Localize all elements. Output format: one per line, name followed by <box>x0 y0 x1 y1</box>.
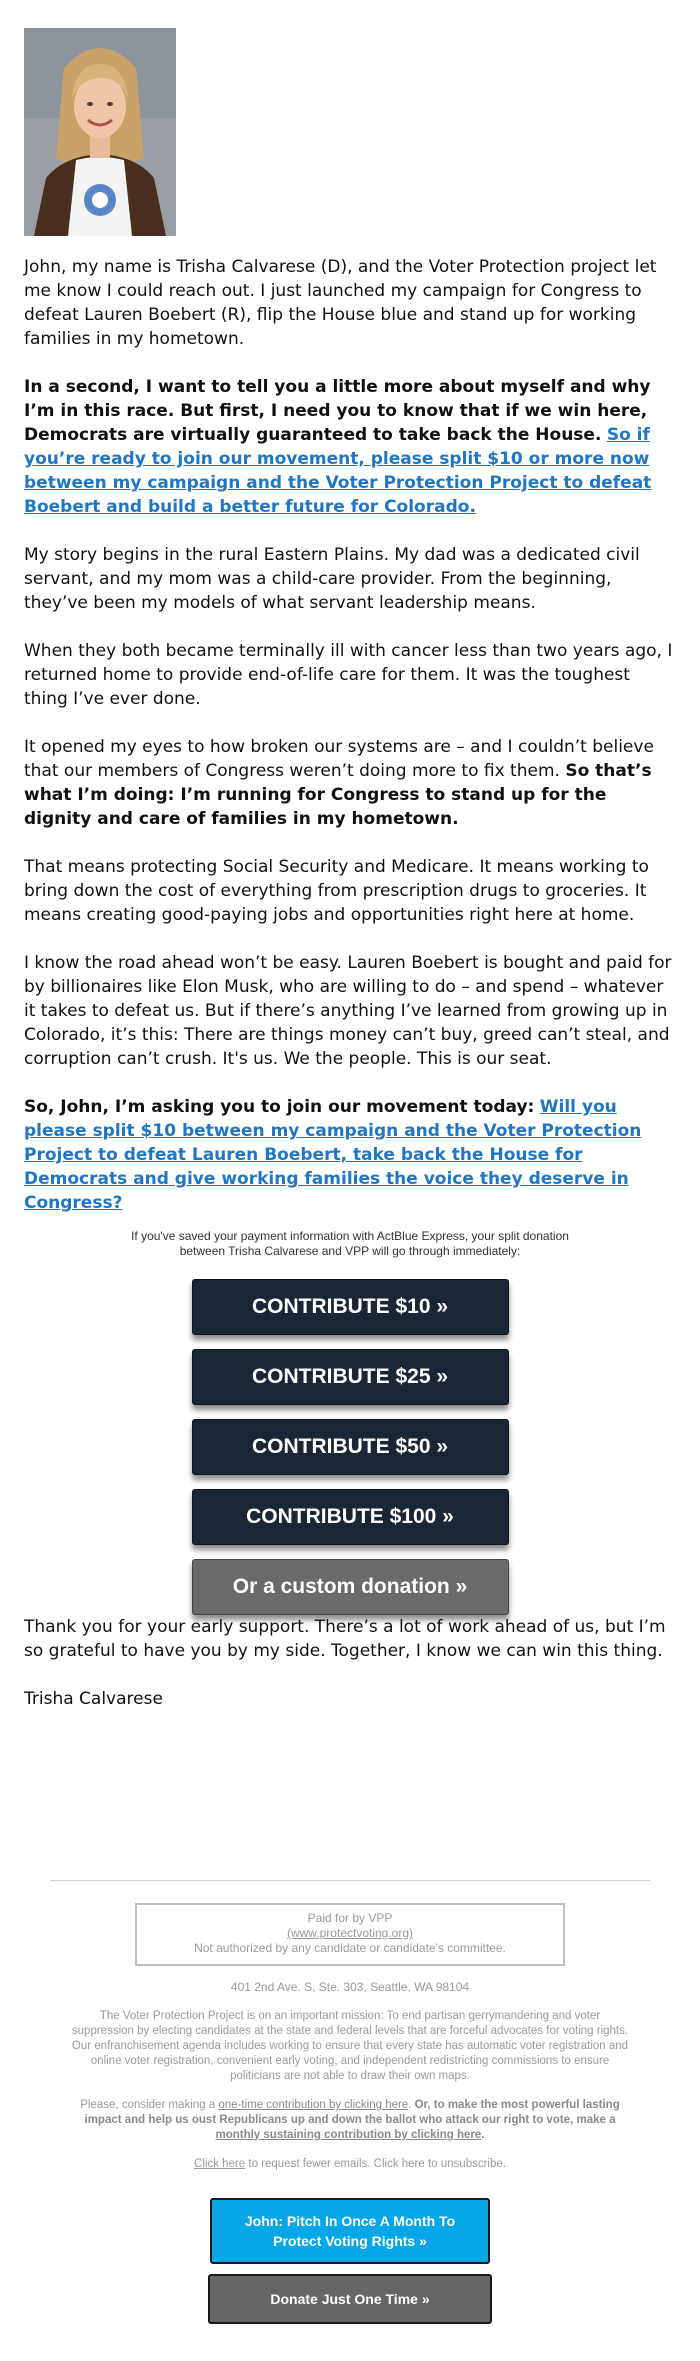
parents-paragraph: When they both became terminally ill with cancer less than two years ago, I returned home to provide end-of-life care for them. It was the toughest thing I’ve ever done. <box>24 641 673 709</box>
closing-paragraph: Thank you for your early support. There’s a lot of work ahead of us, but I’m so grateful to have you by my side. Together, I know we can win this thing. <box>24 1617 666 1661</box>
story-paragraph: My story begins in the rural Eastern Plains. My dad was a dedicated civil servant, and my mom was a child-care provider. From the beginning, they’ve been my models of what servant leadership means. <box>24 545 640 613</box>
footer-ask-prefix: Please, consider making a <box>80 2099 216 2111</box>
ask-bold: So, John, I’m asking you to join our movement today: <box>24 1097 535 1117</box>
candidate-photo <box>24 28 176 236</box>
paid-for-box <box>135 1903 565 1966</box>
contribute-25-button[interactable]: CONTRIBUTE $25 » <box>192 1349 509 1405</box>
actblue-express-note: If you've saved your payment information with ActBlue Express, your split donation between Trisha Calvarese and VPP will go through immediately: <box>131 1229 569 1258</box>
priorities-paragraph: That means protecting Social Security and Medicare. It means working to bring down the cost of everything from prescription drugs to groceries. It means creating good-paying jobs and opportunities right here at home. <box>24 857 649 925</box>
paid-by: Paid for by VPP <box>307 1911 393 1925</box>
footer-ask-bold: Or, to make the most powerful lasting impact and help us oust Republicans up and down the ballot who attack our right to vote, make a <box>84 2099 620 2126</box>
custom-donation-button[interactable]: Or a custom donation » <box>192 1559 509 1615</box>
email-body <box>24 255 676 1735</box>
mission-statement: The Voter Protection Project is on an important mission: To end partisan gerrymandering and voter suppression by electing candidates at the state and federal levels that are forceful advocates for voting rights. Our enfranchisement agenda includes working to ensure that every state has automatic voter registration and online voter registration, convenient early voting, and independent redistricting commissions to ensure politicians are not able to draw their own maps. <box>71 2010 629 2082</box>
not-authorized: Not authorized by any candidate or candidate's committee. <box>194 1941 506 1955</box>
one-time-contribution-link[interactable]: one-time contribution by clicking here <box>218 2099 409 2111</box>
unsubscribe-line <box>50 2157 650 2172</box>
fewer-emails-link[interactable]: Click here <box>194 2158 246 2170</box>
split-donation-link[interactable]: So if you’re ready to join our movement, please split $10 or more now between my campaign and the Voter Protection Project to defeat Boebert and build a better future for Colorado. <box>24 425 652 517</box>
contribute-100-button[interactable]: CONTRIBUTE $100 » <box>192 1489 509 1545</box>
opponent-paragraph: I know the road ahead won’t be easy. Lauren Boebert is bought and paid for by billionaires like Elon Musk, who are willing to do – and spend – whatever it takes to defeat us. But if there’s anything I’ve learned from growing up in Colorado, it’s this: There are things money can’t buy, greed can’t steal, and corruption can’t crush. It's us. We the people. This is our seat. <box>24 953 672 1069</box>
motivation-bold: So that’s what I’m doing: I’m running for Congress to stand up for the dignity and care of families in my hometown. <box>24 761 652 829</box>
stakes-bold: In a second, I want to tell you a little more about myself and why I’m in this race. But first, I need you to know that if we win here, Democrats are virtually guaranteed to take back the House. <box>24 377 651 445</box>
one-time-donation-button[interactable]: Donate Just One Time » <box>208 2274 492 2324</box>
signature: Trisha Calvarese <box>24 1689 163 1709</box>
footer <box>50 1880 650 2324</box>
unsubscribe-text: to request fewer emails. Click here to unsubscribe. <box>248 2158 506 2170</box>
contribute-50-button[interactable]: CONTRIBUTE $50 » <box>192 1419 509 1475</box>
footer-ask: Please, consider making a one-time contribution by clicking here. Or, to make the most powerful lasting impact and help us oust Republicans up and down the ballot who attack our right to vote, make a monthly sustaining contribution by clicking here. <box>80 2099 620 2141</box>
mailing-address: 401 2nd Ave. S, Ste. 303, Seattle, WA 98104 <box>230 1980 470 1994</box>
contribute-buttons <box>24 1279 676 1615</box>
stakes-paragraph <box>24 375 676 519</box>
vpp-website-link[interactable]: (www.protectvoting.org) <box>286 1926 414 1940</box>
monthly-contribution-link[interactable]: monthly sustaining contribution by clicking here <box>215 2129 482 2141</box>
ask-paragraph <box>24 1095 676 1215</box>
motivation-paragraph <box>24 735 676 831</box>
intro-paragraph: John, my name is Trisha Calvarese (D), and the Voter Protection project let me know I could reach out. I just launched my campaign for Congress to defeat Lauren Boebert (R), flip the House blue and stand up for working families in my hometown. <box>24 257 657 349</box>
contribute-10-button[interactable]: CONTRIBUTE $10 » <box>192 1279 509 1335</box>
motivation-text: It opened my eyes to how broken our systems are – and I couldn’t believe that our members of Congress weren’t doing more to fix them. <box>24 737 654 781</box>
monthly-donation-button[interactable]: John: Pitch In Once A Month To Protect Voting Rights » <box>210 2198 490 2264</box>
candidate-portrait-illustration <box>24 28 176 236</box>
ask-donation-link[interactable]: Will you please split $10 between my campaign and the Voter Protection Project to defeat Lauren Boebert, take back the House for Democrats and give working families the voice they deserve in Congress? <box>24 1097 642 1213</box>
